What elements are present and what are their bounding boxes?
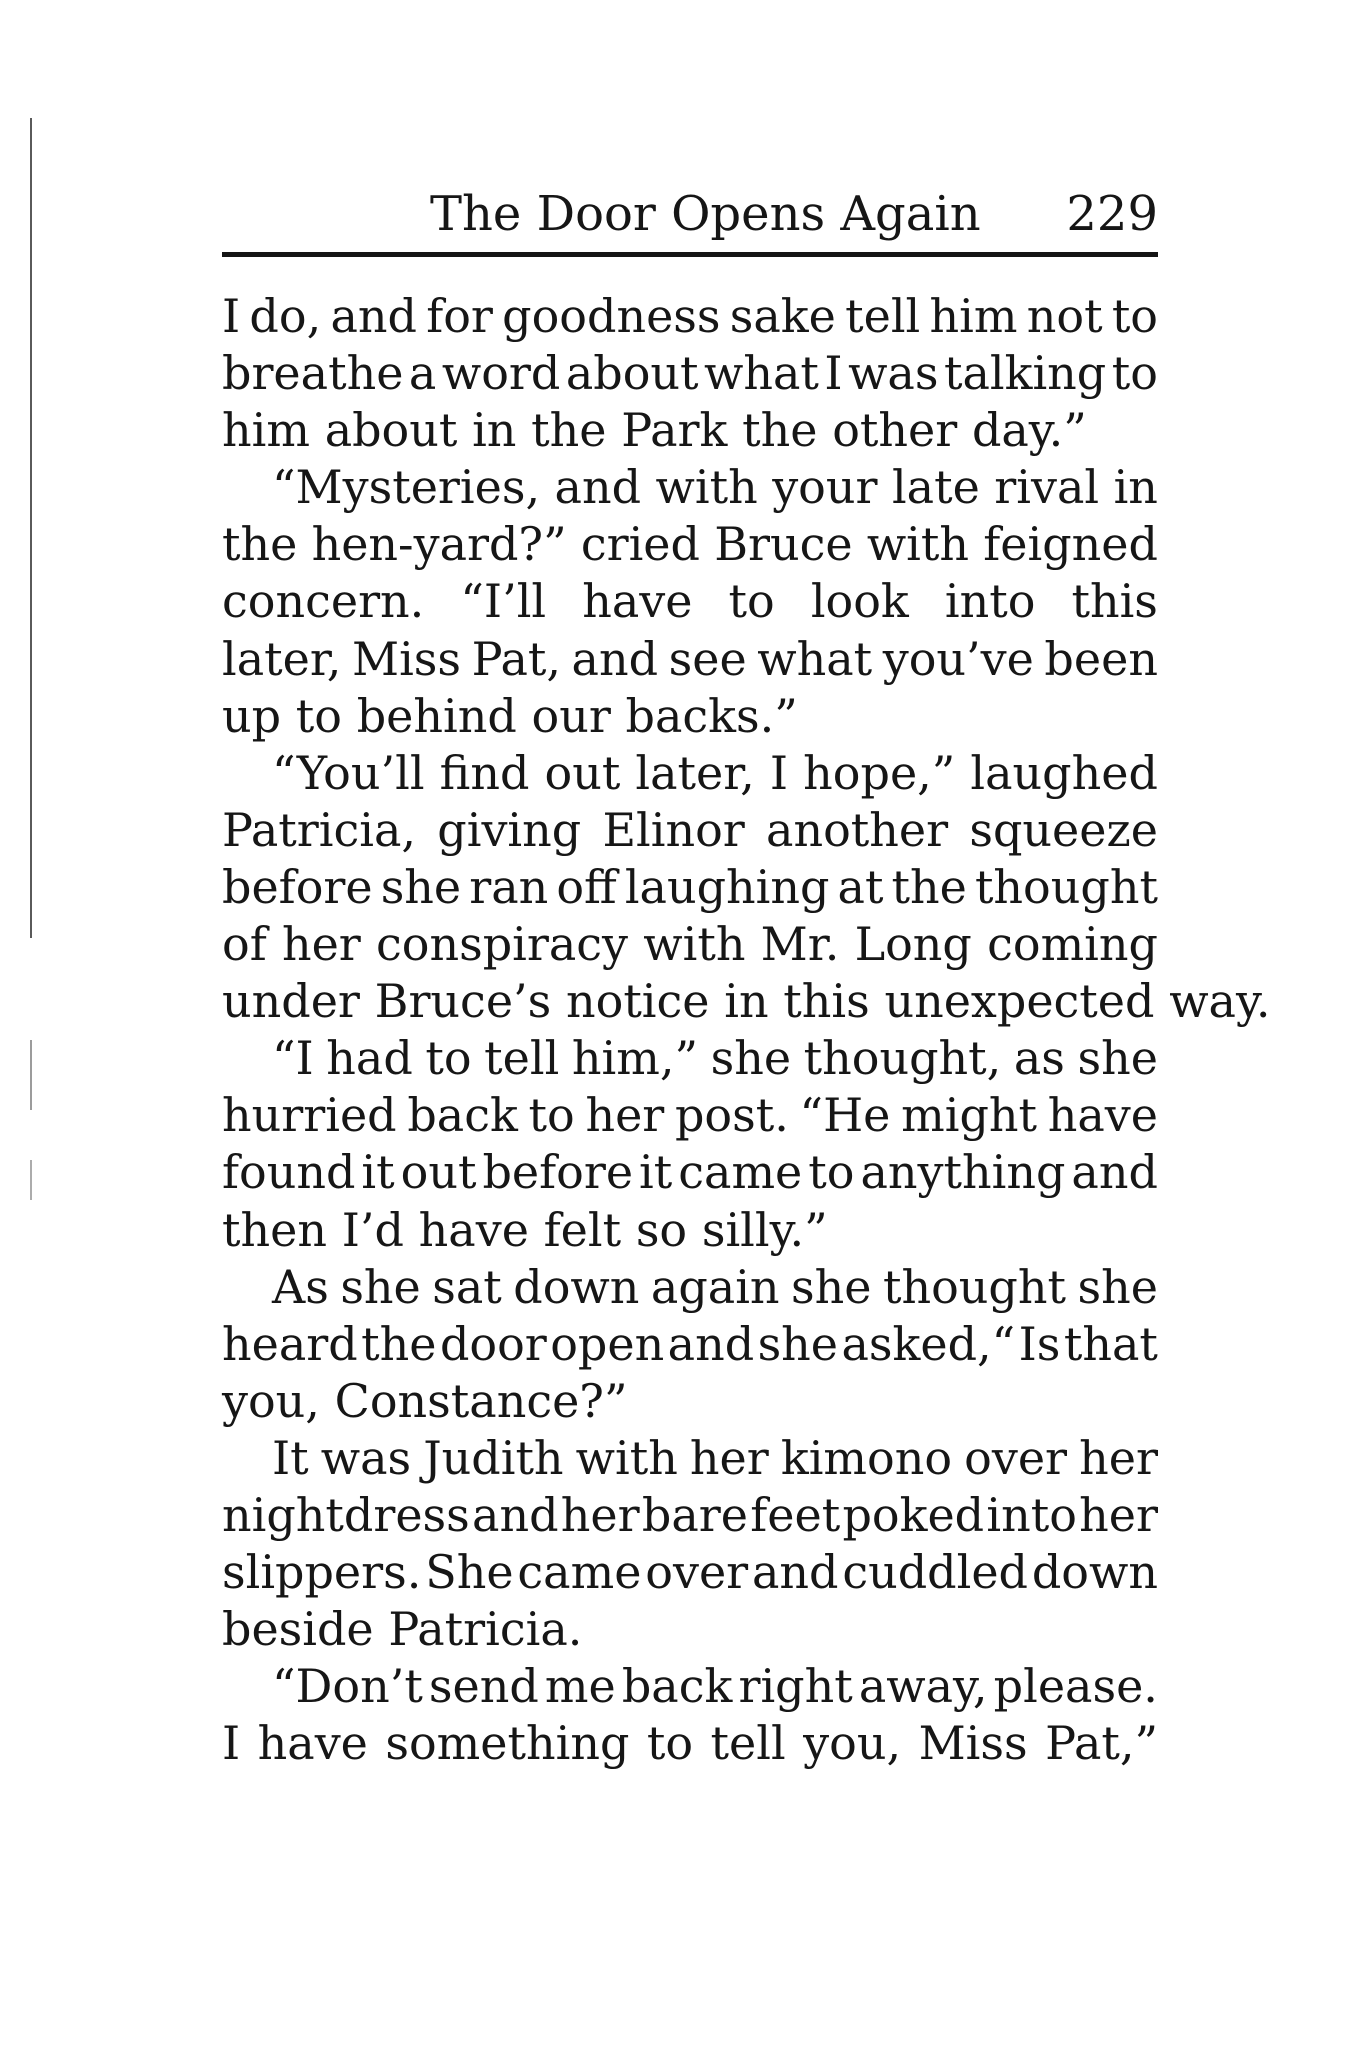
text-line: [222, 1658, 1158, 1715]
text-word: ran: [469, 859, 549, 914]
text-word: a: [408, 346, 437, 401]
text-word: what: [704, 346, 819, 401]
book-page: [222, 172, 1271, 1772]
text-word: with: [643, 917, 746, 972]
text-word: “Don’t: [272, 1659, 423, 1714]
text-word: me: [544, 1659, 616, 1714]
running-head: [222, 172, 1158, 257]
text-word: of: [222, 917, 267, 972]
text-word: been: [1044, 631, 1158, 686]
text-line: [222, 916, 1158, 973]
text-word: Patricia,: [222, 802, 417, 857]
text-word: Mr.: [760, 917, 840, 972]
text-word: to: [528, 1088, 575, 1143]
text-word: later,: [222, 631, 342, 686]
text-word: in: [1113, 460, 1158, 515]
text-word: came: [517, 1545, 642, 1600]
text-word: thought: [882, 1259, 1066, 1314]
text-word: Park: [621, 403, 728, 458]
text-word: giving: [437, 802, 582, 857]
text-word: our: [531, 688, 611, 743]
text-word: bare: [641, 1487, 748, 1542]
text-word: “You’ll: [272, 745, 425, 800]
text-word: and: [1071, 1145, 1158, 1200]
text-word: I’d: [341, 1202, 404, 1257]
text-word: with: [866, 517, 970, 572]
text-word: the: [531, 403, 607, 458]
text-word: tell: [484, 1031, 560, 1086]
text-word: to: [646, 1716, 694, 1771]
text-word: squeeze: [969, 802, 1158, 857]
text-word: to: [808, 1145, 855, 1200]
text-word: she: [710, 1031, 792, 1086]
text-word: you,: [222, 1373, 320, 1428]
text-word: at: [837, 859, 884, 914]
text-word: felt: [543, 1202, 622, 1257]
text-word: other: [832, 403, 958, 458]
text-word: her: [1079, 1487, 1158, 1542]
text-word: Miss: [918, 1716, 1028, 1771]
text-word: into: [986, 1487, 1077, 1542]
text-word: Patricia.: [388, 1602, 583, 1657]
text-word: this: [1071, 574, 1158, 629]
text-word: before: [482, 1145, 634, 1200]
text-word: into: [944, 574, 1036, 629]
text-word: you,: [803, 1716, 902, 1771]
text-line: [222, 1715, 1158, 1772]
text-word: coming: [987, 917, 1158, 972]
text-word: Pat,”: [1045, 1716, 1158, 1771]
text-word: and: [571, 631, 659, 686]
text-word: word: [441, 346, 561, 401]
text-word: I: [222, 1716, 241, 1771]
text-word: her: [689, 1430, 769, 1485]
text-word: later,: [635, 745, 755, 800]
text-word: kimono: [780, 1430, 953, 1485]
text-word: I: [769, 745, 789, 800]
text-word: Is: [1018, 1316, 1061, 1371]
text-word: over: [964, 1430, 1068, 1485]
text-word: beside: [222, 1602, 374, 1657]
text-word: Bruce’s: [374, 974, 552, 1029]
text-word: “I: [272, 1031, 314, 1086]
text-word: anything: [860, 1145, 1066, 1200]
text-word: off: [556, 859, 617, 914]
text-word: again: [650, 1259, 780, 1314]
text-word: heard: [222, 1316, 358, 1371]
text-word: notice: [566, 974, 710, 1029]
text-word: to: [1111, 346, 1158, 401]
text-word: it: [361, 1145, 395, 1200]
text-word: Miss: [351, 631, 461, 686]
text-word: conspiracy: [376, 917, 629, 972]
text-word: talking: [943, 346, 1107, 401]
text-line: [222, 1030, 1158, 1087]
text-word: out: [400, 1145, 477, 1200]
text-word: the: [361, 1316, 437, 1371]
text-word: and: [667, 1316, 755, 1371]
text-word: the: [742, 403, 818, 458]
text-word: had: [326, 1031, 413, 1086]
text-word: you’ve: [882, 631, 1034, 686]
text-word: hope,”: [803, 745, 956, 800]
text-word: Pat,: [471, 631, 561, 686]
text-word: feet: [750, 1487, 841, 1542]
text-word: was: [320, 1430, 412, 1485]
text-word: about: [324, 403, 458, 458]
text-line: [222, 631, 1158, 688]
text-word: as: [1013, 1031, 1065, 1086]
text-word: might: [901, 1088, 1037, 1143]
text-word: she: [1077, 1259, 1158, 1314]
text-word: sat: [432, 1259, 502, 1314]
text-line: [222, 402, 1158, 459]
text-line: [222, 1487, 1158, 1544]
text-word: her: [560, 1487, 640, 1542]
text-word: send: [428, 1659, 539, 1714]
scan-gutter-line: [30, 118, 32, 938]
text-word: unexpected: [884, 974, 1155, 1029]
text-word: her: [585, 1088, 665, 1143]
text-word: in: [472, 403, 517, 458]
text-line: [222, 1144, 1158, 1201]
text-word: I: [222, 289, 241, 343]
text-word: the: [891, 859, 967, 914]
text-word: hurried: [222, 1088, 397, 1143]
text-word: and: [330, 289, 417, 343]
text-word: with: [655, 460, 758, 515]
text-word: she: [380, 859, 462, 914]
text-word: concern.: [222, 574, 425, 629]
text-word: sake: [729, 289, 836, 343]
text-word: asked,“: [841, 1316, 1016, 1371]
text-word: and: [752, 1545, 839, 1600]
text-word: breathe: [222, 346, 404, 401]
text-word: what: [757, 631, 873, 686]
text-word: Constance?”: [334, 1373, 628, 1428]
text-word: him: [222, 403, 310, 458]
text-line: [222, 1087, 1158, 1144]
text-word: have: [418, 1202, 529, 1257]
text-word: have: [1047, 1088, 1158, 1143]
text-line: [222, 1316, 1158, 1373]
text-word: Long: [854, 917, 972, 972]
text-word: back: [407, 1088, 518, 1143]
text-word: silly.”: [701, 1202, 828, 1257]
text-line: [222, 1544, 1158, 1601]
text-word: her: [281, 917, 361, 972]
text-word: “Mysteries,: [272, 460, 541, 515]
text-word: have: [582, 574, 693, 629]
text-word: so: [635, 1202, 688, 1257]
text-word: to: [295, 688, 342, 743]
text-word: thought,: [803, 1031, 1002, 1086]
text-word: over: [645, 1545, 749, 1600]
text-line: [222, 1430, 1158, 1487]
text-word: thought: [974, 859, 1158, 914]
text-word: She: [425, 1545, 514, 1600]
text-word: and: [472, 1487, 559, 1542]
scan-gutter-line: [30, 1040, 32, 1110]
text-line: [222, 1373, 1158, 1430]
text-word: then: [222, 1202, 327, 1257]
text-word: she: [757, 1316, 839, 1371]
text-word: found: [222, 1145, 356, 1200]
text-line: [222, 345, 1158, 402]
text-line: [222, 1202, 1158, 1259]
text-line: [222, 745, 1158, 802]
text-line: [222, 859, 1158, 916]
text-word: behind: [356, 688, 517, 743]
text-word: slippers.: [222, 1545, 422, 1600]
text-line: [222, 516, 1158, 573]
text-word: goodness: [502, 289, 721, 343]
text-word: down: [513, 1259, 640, 1314]
text-word: day.”: [971, 403, 1087, 458]
text-word: do,: [249, 289, 322, 343]
text-word: another: [766, 802, 949, 857]
text-word: up: [222, 688, 282, 743]
text-word: him,”: [571, 1031, 698, 1086]
text-word: tell: [710, 1716, 786, 1771]
text-word: under: [222, 974, 360, 1029]
text-word: for: [426, 289, 493, 343]
text-word: away,: [858, 1659, 988, 1714]
text-word: poked: [842, 1487, 985, 1542]
text-word: post.: [674, 1088, 789, 1143]
text-word: cried: [580, 517, 700, 572]
running-title: The Door Opens Again: [430, 186, 981, 242]
text-word: As: [272, 1259, 329, 1314]
text-word: it: [639, 1145, 673, 1200]
text-line: [222, 288, 1158, 345]
text-word: rival: [994, 460, 1100, 515]
text-word: to: [1111, 289, 1158, 343]
text-word: back: [621, 1659, 733, 1714]
text-word: I: [824, 346, 843, 401]
text-word: before: [222, 859, 373, 914]
text-word: with: [575, 1430, 678, 1485]
text-word: Bruce: [714, 517, 853, 572]
text-word: please.: [993, 1659, 1158, 1714]
text-word: laughing: [624, 859, 830, 914]
text-line: [222, 459, 1158, 516]
text-line: [222, 688, 1158, 745]
text-word: her: [1079, 1430, 1158, 1485]
text-word: open: [550, 1316, 665, 1371]
text-word: cuddled: [842, 1545, 1028, 1600]
text-word: have: [257, 1716, 368, 1771]
text-word: right: [738, 1659, 853, 1714]
scan-gutter-line: [30, 1160, 32, 1200]
text-word: hen-yard?”: [311, 517, 567, 572]
text-word: backs.”: [625, 688, 798, 743]
text-word: and: [554, 460, 642, 515]
text-word: Judith: [423, 1430, 564, 1485]
text-word: out: [544, 745, 621, 800]
text-word: “I’ll: [460, 574, 547, 629]
text-word: laughed: [970, 745, 1158, 800]
text-word: feigned: [983, 517, 1158, 572]
text-word: find: [439, 745, 530, 800]
text-word: “He: [799, 1088, 891, 1143]
text-word: way.: [1169, 974, 1271, 1029]
text-word: she: [1077, 1031, 1158, 1086]
text-word: the: [222, 517, 298, 572]
text-word: this: [783, 974, 870, 1029]
text-word: came: [678, 1145, 803, 1200]
text-word: nightdress: [222, 1487, 470, 1542]
text-word: late: [891, 460, 980, 515]
text-word: Elinor: [602, 802, 745, 857]
text-word: look: [810, 574, 909, 629]
text-word: down: [1031, 1545, 1158, 1600]
body-text: [222, 288, 1271, 1772]
text-word: she: [791, 1259, 872, 1314]
text-line: [222, 973, 1271, 1030]
page-number: 229: [1066, 186, 1158, 242]
text-line: [222, 1259, 1158, 1316]
text-line: [222, 1601, 1158, 1658]
text-word: your: [772, 460, 878, 515]
text-word: to: [728, 574, 775, 629]
text-word: about: [565, 346, 699, 401]
text-word: tell: [845, 289, 921, 343]
text-word: not: [1026, 289, 1103, 343]
text-word: she: [340, 1259, 421, 1314]
text-word: something: [385, 1716, 630, 1771]
text-word: see: [668, 631, 747, 686]
text-word: It: [272, 1430, 309, 1485]
text-line: [222, 802, 1158, 859]
text-word: that: [1063, 1316, 1158, 1371]
text-word: in: [724, 974, 769, 1029]
text-word: door: [439, 1316, 547, 1371]
text-line: [222, 573, 1158, 630]
text-word: to: [425, 1031, 472, 1086]
text-word: was: [848, 346, 939, 401]
text-word: him: [929, 289, 1018, 343]
